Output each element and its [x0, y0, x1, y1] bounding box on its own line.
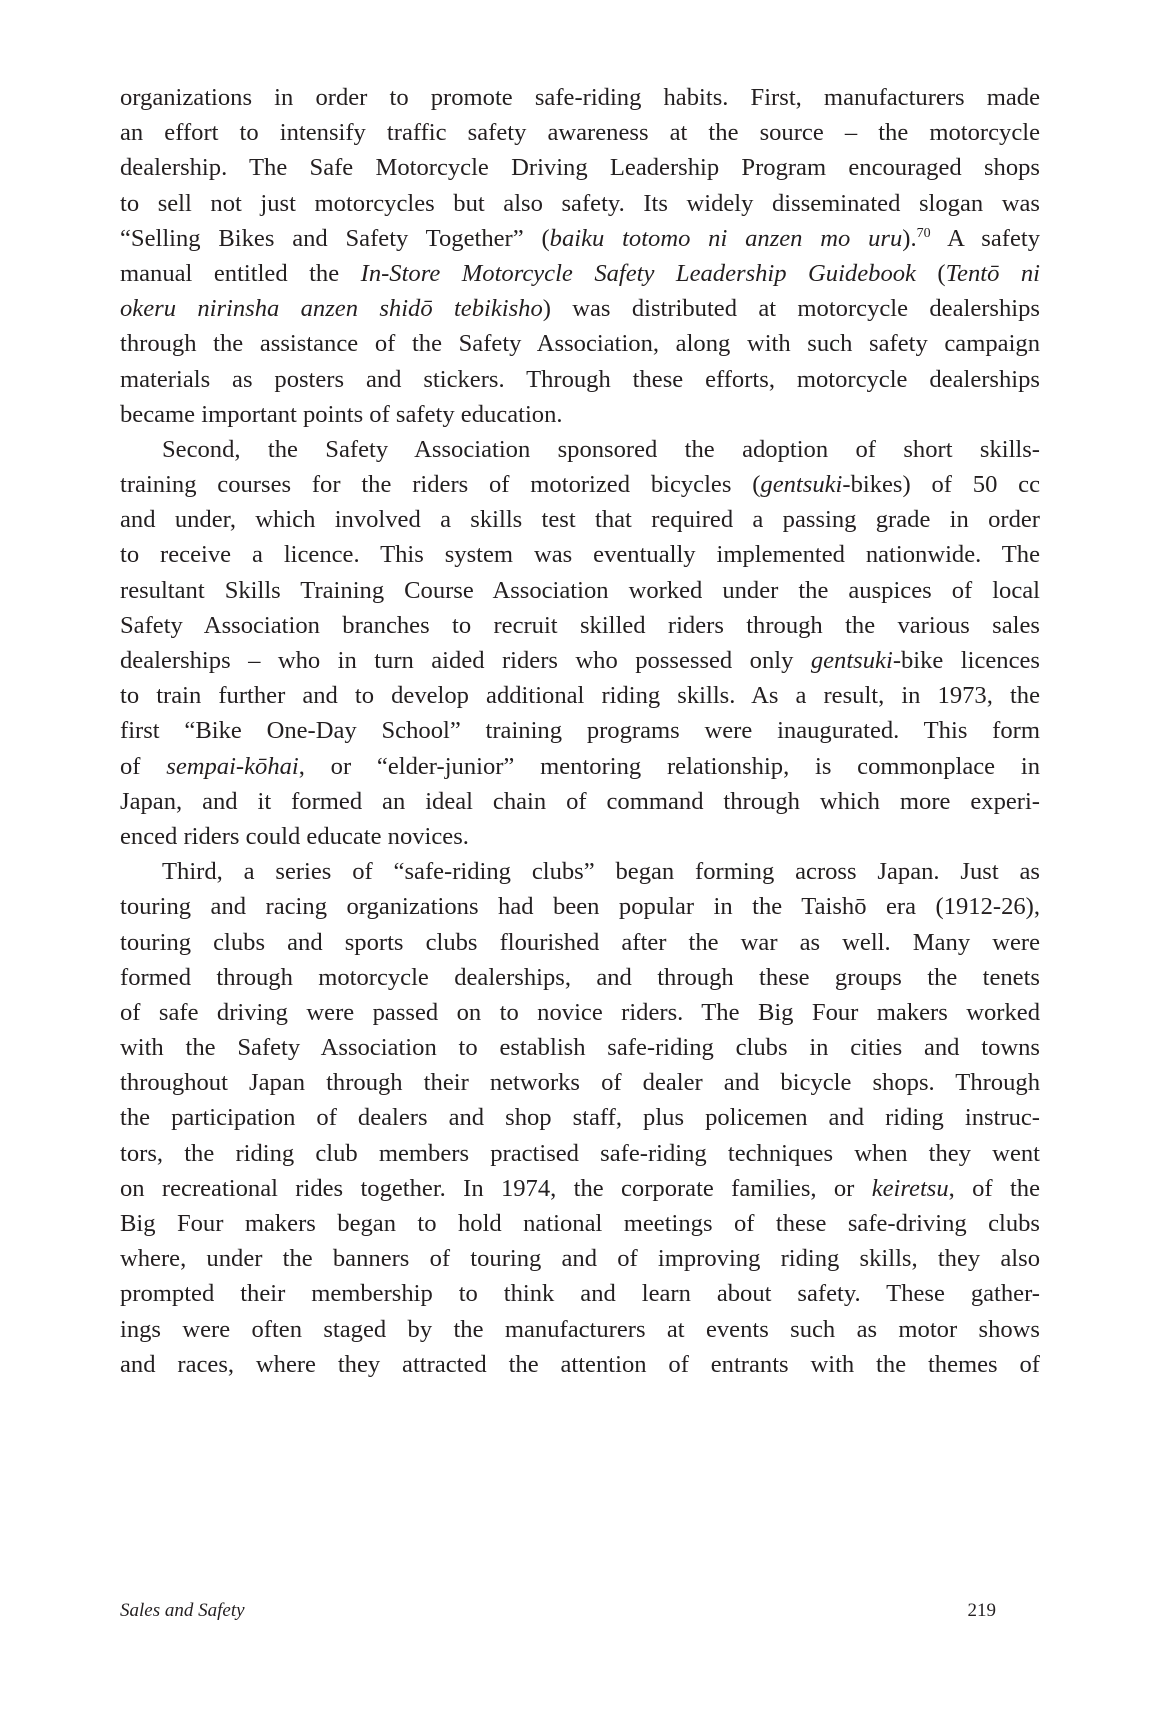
- text-run: organizations in order to promote safe-riding habits. First, manufacturers made: [120, 84, 1040, 111]
- text-line: [120, 1312, 1040, 1347]
- text-run: touring and racing organizations had been popular in the Taishō era (1912-26),: [120, 893, 1040, 921]
- text-run: ) was distributed at motorcycle dealerships: [542, 295, 1040, 323]
- text-run: tors, the riding club members practised safe-riding techniques when they went: [120, 1139, 1040, 1167]
- text-run: and under, which involved a skills test that required a passing grade in order: [120, 506, 1040, 534]
- text-run: and races, where they attracted the attention of entrants with the themes of: [120, 1350, 1040, 1378]
- text-line: [120, 80, 1040, 115]
- text-run: through the assistance of the Safety Association, along with such safety campaign: [120, 330, 1040, 358]
- text-run: , of the: [948, 1174, 1040, 1202]
- text-line: [120, 573, 1040, 608]
- text-run: ings were often staged by the manufacturers at events such as motor shows: [120, 1315, 1040, 1343]
- text-run: -bikes) of 50 cc: [842, 471, 1041, 499]
- paragraph-first-line: [120, 854, 1040, 889]
- text-line: [120, 1030, 1040, 1065]
- text-line: [120, 608, 1040, 643]
- text-line: [120, 1206, 1040, 1241]
- text-run: where, under the banners of touring and of improving riding skills, they also: [120, 1245, 1040, 1273]
- text-line: [120, 643, 1040, 678]
- text-run: (: [915, 259, 946, 287]
- text-run: resultant Skills Training Course Association worked under the auspices of local: [120, 576, 1040, 604]
- italic-term: baiku totomo ni anzen mo uru: [549, 224, 903, 252]
- text-run: with the Safety Association to establish safe-riding clubs in cities and towns: [120, 1034, 1040, 1062]
- text-line: [120, 1065, 1040, 1100]
- text-run: of safe driving were passed on to novice riders. The Big Four makers worked: [120, 998, 1040, 1026]
- text-line: [120, 819, 1040, 854]
- text-line: [120, 256, 1040, 291]
- text-run: the participation of dealers and shop staff, plus policemen and riding instruc-: [120, 1104, 1040, 1132]
- text-run: on recreational rides together. In 1974, the corporate families, or: [120, 1174, 872, 1202]
- text-line: [120, 1347, 1040, 1382]
- italic-term: In-Store Motorcycle Safety Leadership Guidebook: [360, 259, 916, 287]
- text-line: [120, 537, 1040, 572]
- text-line: [120, 502, 1040, 537]
- text-run: Big Four makers began to hold national meetings of these safe-driving clubs: [120, 1210, 1040, 1237]
- text-run: formed through motorcycle dealerships, and through these groups the tenets: [120, 963, 1040, 991]
- italic-term: okeru nirinsha anzen shidō tebikisho: [120, 295, 543, 323]
- footnote-ref: 70: [916, 225, 931, 241]
- text-run: materials as posters and stickers. Through these efforts, motorcycle dealerships: [120, 365, 1040, 393]
- text-run: Japan, and it formed an ideal chain of command through which more experi-: [120, 787, 1040, 815]
- text-run: an effort to intensify traffic safety awareness at the source – the motorcycle: [120, 119, 1040, 147]
- text-line: [120, 467, 1040, 502]
- text-line: [120, 1100, 1040, 1135]
- text-run: -bike licences: [892, 647, 1040, 674]
- text-run: touring clubs and sports clubs flourished after the war as well. Many were: [120, 928, 1040, 956]
- text-line: [120, 1171, 1040, 1206]
- text-run: ).: [902, 224, 917, 252]
- italic-term: Tentō ni: [945, 259, 1040, 287]
- text-run: , or “elder-junior” mentoring relationship, is commonplace in: [298, 752, 1040, 780]
- text-line: [120, 1136, 1040, 1171]
- text-run: became important points of safety education.: [120, 400, 563, 428]
- text-run: Safety Association branches to recruit skilled riders through the various sales: [120, 611, 1040, 639]
- text-line: [120, 326, 1040, 361]
- italic-term: gentsuki: [810, 647, 893, 674]
- text-run: “Selling Bikes and Safety Together” (: [120, 224, 550, 252]
- text-run: first “Bike One-Day School” training programs were inaugurated. This form: [120, 717, 1040, 745]
- text-line: [120, 362, 1040, 397]
- text-line: [120, 925, 1040, 960]
- page-number: 219: [967, 1600, 996, 1621]
- text-run: of: [120, 752, 167, 780]
- text-line: [120, 678, 1040, 713]
- text-run: to sell not just motorcycles but also safety. Its widely disseminated slogan was: [120, 189, 1040, 217]
- italic-term: keiretsu: [871, 1174, 949, 1202]
- text-line: [120, 960, 1040, 995]
- page-body: [120, 80, 1040, 1382]
- text-line: [120, 221, 1040, 256]
- text-run: Second, the Safety Association sponsored the adoption of short skills-: [162, 435, 1040, 463]
- text-run: prompted their membership to think and learn about safety. These gather-: [120, 1280, 1040, 1308]
- text-line: [120, 291, 1040, 326]
- text-line: [120, 1241, 1040, 1276]
- text-line: [120, 784, 1040, 819]
- text-line: [120, 115, 1040, 150]
- text-run: A safety: [930, 224, 1040, 252]
- text-run: to train further and to develop additional riding skills. As a result, in 1973, the: [120, 682, 1040, 710]
- italic-term: sempai-kōhai: [166, 752, 299, 780]
- text-line: [120, 889, 1040, 924]
- text-run: manual entitled the: [120, 259, 361, 287]
- paragraph-first-line: [120, 432, 1040, 467]
- text-line: [120, 1276, 1040, 1311]
- text-line: [120, 713, 1040, 748]
- text-line: [120, 186, 1040, 221]
- text-line: [120, 749, 1040, 784]
- text-line: [120, 397, 1040, 432]
- text-run: to receive a licence. This system was eventually implemented nationwide. The: [120, 541, 1040, 569]
- text-line: [120, 150, 1040, 185]
- text-run: dealership. The Safe Motorcycle Driving Leadership Program encouraged shops: [120, 154, 1040, 182]
- text-run: throughout Japan through their networks of dealer and bicycle shops. Through: [120, 1069, 1040, 1097]
- text-run: dealerships – who in turn aided riders who possessed only: [120, 647, 811, 674]
- running-head: Sales and Safety: [120, 1600, 245, 1621]
- text-run: enced riders could educate novices.: [120, 822, 469, 850]
- text-run: Third, a series of “safe-riding clubs” began forming across Japan. Just as: [162, 858, 1040, 886]
- text-run: training courses for the riders of motorized bicycles (: [120, 471, 761, 499]
- italic-term: gentsuki: [760, 471, 843, 499]
- text-line: [120, 995, 1040, 1030]
